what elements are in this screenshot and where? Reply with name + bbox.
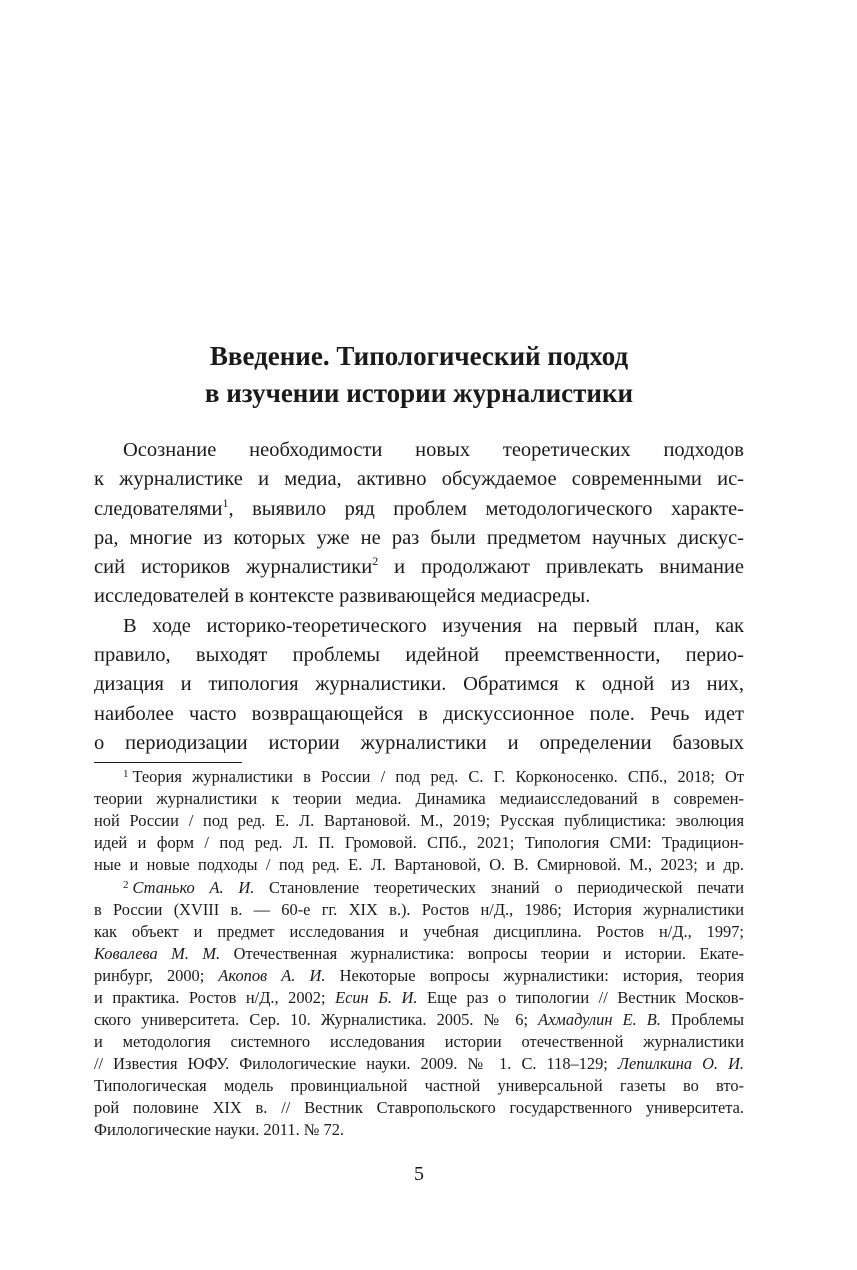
text-line — [94, 766, 744, 788]
text-line — [94, 1053, 744, 1075]
text-span: ского университета. Сер. 10. Журналистика. 2005. № 6; — [94, 1010, 539, 1029]
chapter-title-line-2: в изучении истории журналистики — [204, 378, 634, 408]
text-line: рой половине XIX в. // Вестник Ставропольского государственного университета. — [94, 1098, 744, 1117]
footnote-mark: 2 — [123, 879, 129, 891]
text-span: и продолжают привлекать внимание — [378, 556, 744, 579]
text-span: Осознание необходимости новых теоретических подходов — [123, 439, 744, 461]
author-name: Акопов А. И. — [218, 966, 326, 985]
text-line: и методология системного исследования истории отечественной журналистики — [94, 1032, 744, 1051]
text-line: дизация и типология журналистики. Обратимся к одной из них, — [94, 673, 744, 696]
footnote-mark: 1 — [123, 768, 129, 780]
text-span: Еще раз о типологии // Вестник Москов- — [417, 988, 744, 1007]
text-line: теории журналистики к теории медиа. Динамика медиаисследований в современ- — [94, 789, 744, 808]
text-line — [94, 612, 744, 641]
text-span: ринбург, 2000; — [94, 966, 219, 985]
paragraph-1 — [94, 436, 744, 612]
text-line: правило, выходят проблемы идейной преемственности, перио- — [94, 644, 744, 667]
text-line: идей и форм / под ред. Л. П. Громовой. СПб., 2021; Типология СМИ: Традицион- — [94, 833, 744, 852]
footnote-1 — [94, 766, 744, 876]
text-line: ные и новые подходы / под ред. Е. Л. Вартановой, О. В. Смирновой. М., 2023; и др. — [94, 855, 744, 874]
text-span: Становление теоретических знаний о периодической печати — [254, 878, 744, 897]
text-line — [94, 495, 744, 524]
text-line: о периодизации истории журналистики и определении базовых — [94, 731, 744, 754]
text-span: , выявило ряд проблем методологического характе- — [228, 497, 744, 520]
text-line: в России (XVIII в. — 60-е гг. XIX в.). Ростов н/Д., 1986; История журналистики — [94, 900, 744, 919]
text-span: и практика. Ростов н/Д., 2002; — [94, 988, 336, 1007]
text-line — [94, 965, 744, 987]
footnote-2 — [94, 877, 744, 1141]
footnote-ref-1[interactable]: 1 — [222, 495, 229, 510]
text-line: как объект и предмет исследования и учебная дисциплина. Ростов н/Д., 1997; — [94, 922, 744, 941]
text-line — [94, 987, 744, 1009]
page-number: 5 — [414, 1163, 424, 1185]
text-line: Типологическая модель провинциальной частной универсальной газеты во вто- — [94, 1076, 744, 1095]
author-name: Станько А. И. — [132, 878, 255, 897]
footnote-divider — [94, 762, 242, 763]
main-text — [94, 436, 744, 758]
text-line — [94, 553, 744, 582]
text-line: ной России / под ред. Е. Л. Вартановой. М., 2019; Русская публицистика: эволюция — [94, 811, 744, 830]
footnotes — [94, 766, 744, 1141]
text-line: ра, многие из которых уже не раз были предметом научных дискус- — [94, 526, 744, 549]
author-name: Есин Б. И. — [335, 988, 418, 1007]
paragraph-2 — [94, 612, 744, 758]
text-span: следователями — [94, 497, 223, 520]
text-span: В ходе историко-теоретического изучения на первый план, как — [123, 614, 744, 637]
text-line — [94, 1009, 744, 1031]
text-line: Филологические науки. 2011. № 72. — [94, 1120, 344, 1139]
chapter-title — [94, 338, 744, 412]
text-line — [94, 877, 744, 899]
text-line — [94, 943, 744, 965]
author-name: Ковалева М. М. — [94, 944, 221, 963]
text-line — [94, 436, 744, 465]
text-line: наиболее часто возвращающейся в дискуссионное поле. Речь идет — [94, 702, 744, 725]
text-span: // Известия ЮФУ. Филологические науки. 2009. № 1. С. 118–129; — [94, 1054, 618, 1073]
text-span: Отечественная журналистика: вопросы теории и истории. Екате- — [220, 944, 744, 963]
text-span: Некоторые вопросы журналистики: история, теория — [325, 966, 744, 985]
author-name: Лепилкина О. И. — [617, 1054, 744, 1073]
text-span: Проблемы — [660, 1010, 744, 1029]
book-page — [94, 0, 744, 1270]
text-span: Теория журналистики в России / под ред. С. Г. Корконосенко. СПб., 2018; От — [132, 767, 744, 786]
footnote-ref-2[interactable]: 2 — [372, 554, 379, 569]
text-line: исследователей в контексте развивающейся медиасреды. — [94, 585, 591, 608]
text-span: сий историков журналистики — [94, 556, 373, 579]
text-line: к журналистике и медиа, активно обсуждаемое современными ис- — [94, 468, 744, 491]
author-name: Ахмадулин Е. В. — [538, 1010, 661, 1029]
chapter-title-line-1: Введение. Типологический подход — [209, 341, 629, 371]
